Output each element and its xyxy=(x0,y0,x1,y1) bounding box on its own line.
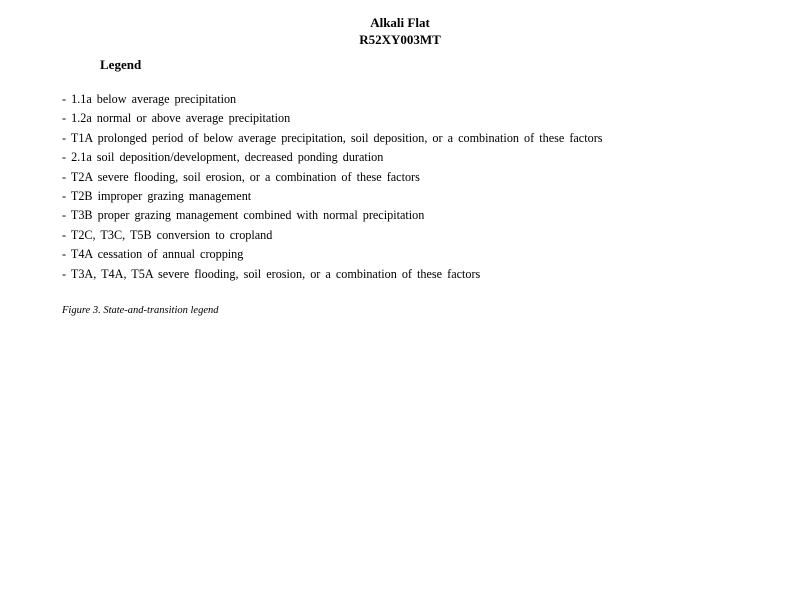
legend-item: - T4A cessation of annual cropping xyxy=(62,247,244,262)
legend-item: - T3B proper grazing management combined with normal precipitation xyxy=(62,208,425,223)
legend-heading: Legend xyxy=(100,57,142,72)
site-code: R52XY003MT xyxy=(359,32,441,47)
figure-caption: Figure 3. State-and-transition legend xyxy=(62,305,219,316)
legend-list xyxy=(62,90,603,284)
legend-item: - T2C, T3C, T5B conversion to cropland xyxy=(62,227,273,242)
legend-item: - 1.2a normal or above average precipitation xyxy=(62,111,291,126)
legend-item: - 1.1a below average precipitation xyxy=(62,92,237,106)
legend-item: - T2A severe flooding, soil erosion, or a combination of these factors xyxy=(62,169,420,184)
legend-item: - T1A prolonged period of below average precipitation, soil deposition, or a combination of these factors xyxy=(62,130,603,145)
legend-item: - T3A, T4A, T5A severe flooding, soil erosion, or a combination of these factors xyxy=(62,266,481,281)
legend-item: - T2B improper grazing management xyxy=(62,189,252,204)
legend-item: - 2.1a soil deposition/development, decreased ponding duration xyxy=(62,150,384,165)
title-block xyxy=(0,14,800,48)
page-title: Alkali Flat xyxy=(370,15,430,30)
